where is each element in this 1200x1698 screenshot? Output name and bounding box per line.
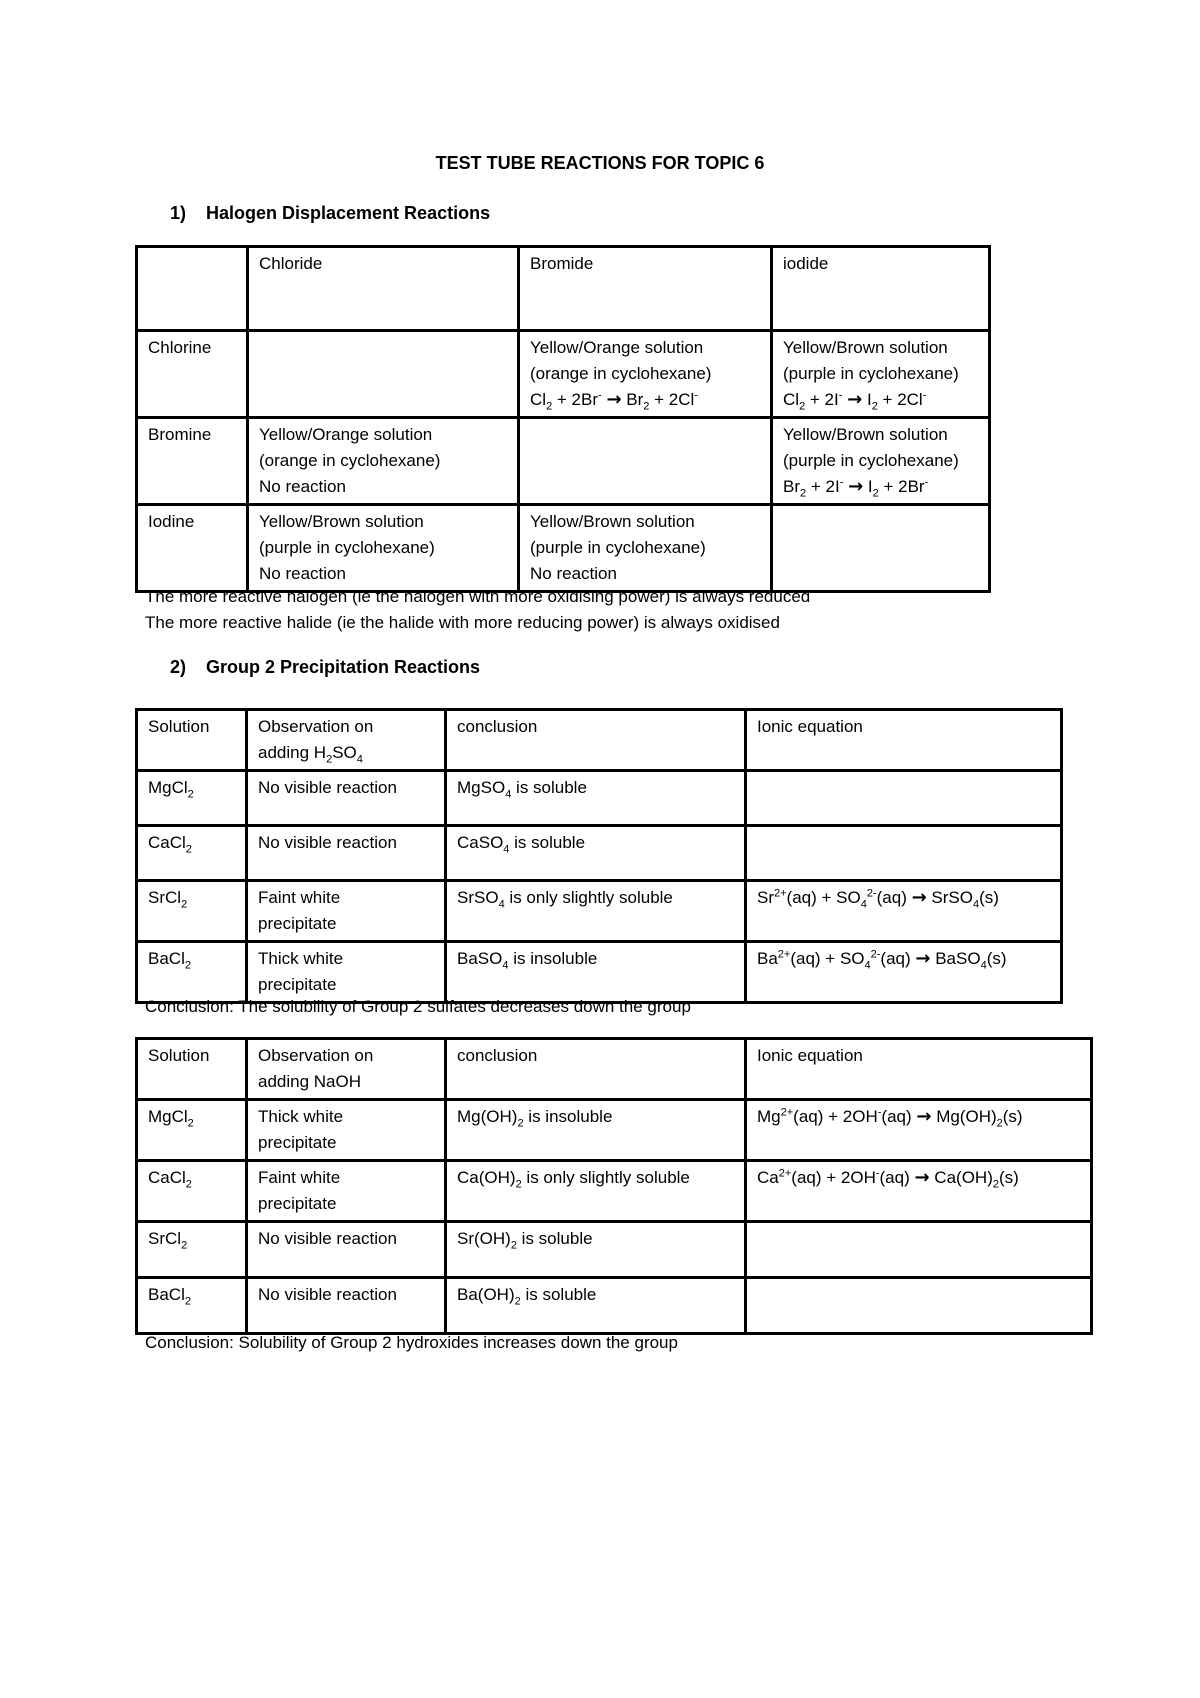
table-header-cell: conclusion — [446, 710, 746, 771]
table-cell: MgCl$_2$ — [137, 771, 247, 826]
right-arrow-icon: → — [847, 389, 863, 410]
table-row — [137, 247, 990, 331]
table-cell — [746, 771, 1062, 826]
table-header-cell: Ionic equation — [746, 710, 1062, 771]
table-cell — [746, 1222, 1092, 1278]
table-cell: $Sr^{2+}(aq) + SO_4^{2-}(aq)$ → SrSO$_4$(s) — [746, 881, 1062, 942]
table-cell: MgCl$_2$ — [137, 1100, 247, 1161]
hydroxide-conclusion: Conclusion: Solubility of Group 2 hydroxides increases down the group — [145, 1333, 678, 1352]
table-row — [137, 881, 1062, 942]
table-row — [137, 1222, 1092, 1278]
table-cell — [746, 826, 1062, 881]
table-header-cell — [137, 247, 248, 331]
section-heading-precipitation — [170, 654, 480, 680]
right-arrow-icon: → — [915, 948, 931, 969]
section-heading-label: Halogen Displacement Reactions — [206, 203, 491, 223]
table-cell: SrCl$_2$ — [137, 1222, 247, 1278]
table-cell: No visible reaction — [247, 1222, 446, 1278]
table-header-cell: Solution — [137, 710, 247, 771]
table-cell — [519, 418, 772, 505]
page-title: TEST TUBE REACTIONS FOR TOPIC 6 — [435, 153, 765, 173]
table-row — [137, 1161, 1092, 1222]
table-cell: BaCl$_2$ — [137, 1278, 247, 1334]
sulfate-conclusion: Conclusion: The solubility of Group 2 sulfates decreases down the group — [145, 997, 691, 1016]
sulfate-precipitation-table — [135, 708, 1063, 1004]
table-cell: Thick white precipitate — [247, 942, 446, 1003]
table-cell: SrSO$_4$ is only slightly soluble — [446, 881, 746, 942]
table-header-cell: Chloride — [248, 247, 519, 331]
table-header-cell: Observation on adding NaOH — [247, 1039, 446, 1100]
right-arrow-icon: → — [911, 887, 927, 908]
right-arrow-icon: → — [916, 1106, 932, 1127]
table-cell: $Ba(OH)_2$ is soluble — [446, 1278, 746, 1334]
table-cell: $Sr(OH)_2$ is soluble — [446, 1222, 746, 1278]
section-heading-label: Group 2 Precipitation Reactions — [206, 657, 481, 677]
table-cell: Yellow/Brown solution (purple in cyclohexane) $Cl_2 + 2I^- \to I_2 + 2Cl^-$ — [772, 331, 990, 418]
table-cell: No visible reaction — [247, 1278, 446, 1334]
table-cell: $Mg^{2+}(aq) + 2OH^-(aq) \to Mg(OH)_2(s)$ — [746, 1100, 1092, 1161]
table-cell: CaSO$_4$ is soluble — [446, 826, 746, 881]
table-row — [137, 1278, 1092, 1334]
table-cell: Yellow/Brown solution (purple in cyclohexane) $Br_2 + 2I^- \to I_2 + 2Br^-$ — [772, 418, 990, 505]
table-cell — [746, 1278, 1092, 1334]
table-cell: Yellow/Brown solution (purple in cyclohexane) No reaction — [519, 505, 772, 592]
table-cell: BaSO$_4$ is insoluble — [446, 942, 746, 1003]
halogen-note-oxidised: The more reactive halide (ie the halide with more reducing power) is always oxidised — [145, 613, 780, 632]
table-cell: Yellow/Orange solution (orange in cyclohexane) $Cl_2 + 2Br^- \to Br_2 + 2Cl^-$ — [519, 331, 772, 418]
table-cell: BaCl$_2$ — [137, 942, 247, 1003]
table-cell: Bromine — [137, 418, 248, 505]
section-number: 2) — [170, 657, 187, 677]
table-cell: Iodine — [137, 505, 248, 592]
table-cell — [248, 331, 519, 418]
hydroxide-precipitation-table — [135, 1037, 1093, 1335]
table-cell: CaCl$_2$ — [137, 826, 247, 881]
table-cell: Faint white precipitate — [247, 1161, 446, 1222]
table-row — [137, 331, 990, 418]
right-arrow-icon: → — [848, 476, 864, 497]
table-cell: $Ca^{2+}(aq) + 2OH^-(aq) \to Ca(OH)_2(s)$ — [746, 1161, 1092, 1222]
table-cell: CaCl$_2$ — [137, 1161, 247, 1222]
section-heading-halogen — [170, 200, 490, 226]
table-cell: No visible reaction — [247, 771, 446, 826]
table-cell: $Mg(OH)_2$ is insoluble — [446, 1100, 746, 1161]
table-row — [137, 418, 990, 505]
table-cell: $Ca(OH)_2$ is only slightly soluble — [446, 1161, 746, 1222]
table-cell: $Ba^{2+}(aq) + SO_4^{2-}(aq)$ → BaSO$_4$(s) — [746, 942, 1062, 1003]
table-cell — [772, 505, 990, 592]
table-header-cell: iodide — [772, 247, 990, 331]
table-cell: Yellow/Brown solution (purple in cyclohexane) No reaction — [248, 505, 519, 592]
table-header-cell: Observation on adding $H_2SO_4$ — [247, 710, 446, 771]
table-row — [137, 826, 1062, 881]
table-header-cell: Bromide — [519, 247, 772, 331]
table-header-cell: Solution — [137, 1039, 247, 1100]
table-row — [137, 710, 1062, 771]
table-cell: Chlorine — [137, 331, 248, 418]
halogen-note-reduced: The more reactive halogen (ie the halogen with more oxidising power) is always reduced — [145, 587, 811, 606]
table-row — [137, 1039, 1092, 1100]
table-cell: Thick white precipitate — [247, 1100, 446, 1161]
section-number: 1) — [170, 203, 187, 223]
table-header-cell: conclusion — [446, 1039, 746, 1100]
table-row — [137, 771, 1062, 826]
table-cell: SrCl$_2$ — [137, 881, 247, 942]
table-cell: MgSO$_4$ is soluble — [446, 771, 746, 826]
halogen-displacement-table — [135, 245, 991, 593]
table-cell: Faint white precipitate — [247, 881, 446, 942]
table-cell: No visible reaction — [247, 826, 446, 881]
table-row — [137, 1100, 1092, 1161]
right-arrow-icon: → — [914, 1167, 930, 1188]
table-cell: Yellow/Orange solution (orange in cyclohexane) No reaction — [248, 418, 519, 505]
table-row — [137, 505, 990, 592]
right-arrow-icon: → — [606, 389, 622, 410]
table-header-cell: Ionic equation — [746, 1039, 1092, 1100]
